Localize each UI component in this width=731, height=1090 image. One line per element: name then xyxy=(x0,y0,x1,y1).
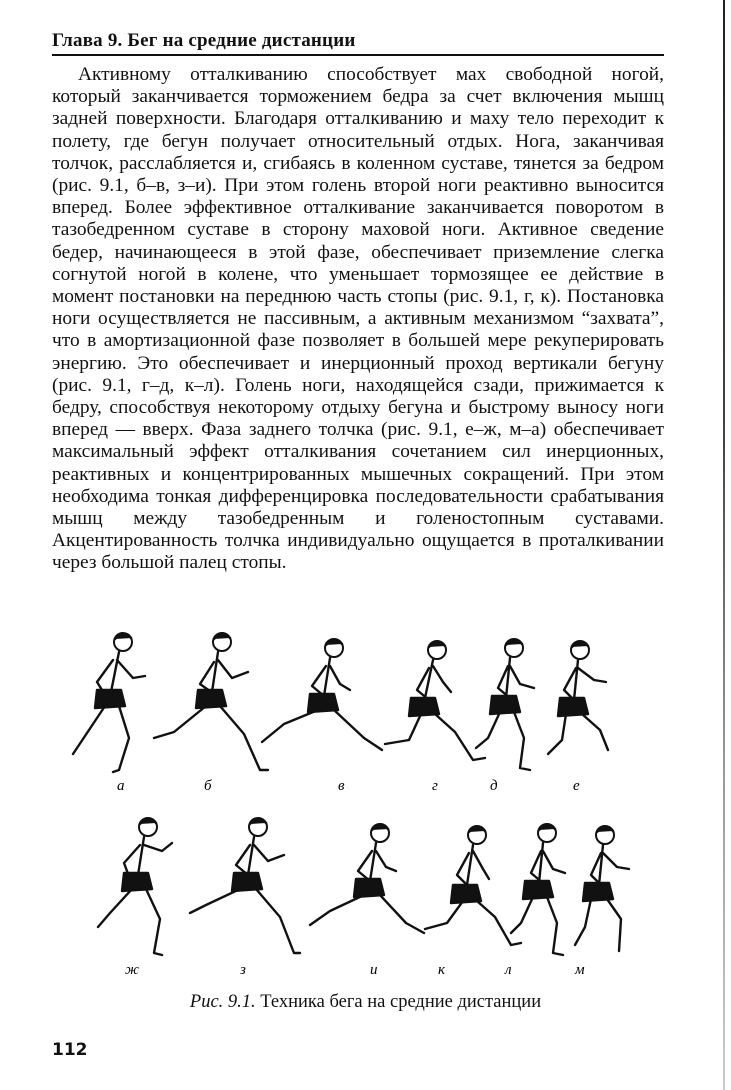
runner-figure-e xyxy=(548,641,608,754)
label-b: б xyxy=(204,778,212,794)
page-number: 112 xyxy=(52,1040,88,1060)
label-d: д xyxy=(490,778,498,794)
label-e: е xyxy=(573,778,580,794)
runner-sequence-illustration xyxy=(70,620,660,990)
runner-figure-k xyxy=(425,826,521,945)
label-k: к xyxy=(438,962,446,978)
runner-figure-v xyxy=(262,639,382,750)
runner-figure-zh xyxy=(98,818,172,955)
label-i: и xyxy=(370,962,378,978)
label-z: з xyxy=(240,962,246,978)
main-paragraph: Активному отталкиванию способствует мах свободной ногой, который заканчивается торможением бедра за счет включения мышц задней поверхности. Благодаря отталкиванию и маху тело переходит к полету, где бегун получает относительный отдых. Нога, заканчивая толчок, расслабляется и, сгибаясь в коленном суставе, тянется за бедром (рис. 9.1, б–в, з–и). При этом голень второй ноги реактивно выносится вперед. Более эффективное отталкивание заканчивается поворотом в тазобедренном суставе в сторону маховой ноги. Активное сведение бедер, начинающееся в этой фазе, обеспечивает приземление слегка согнутой ногой в колене, что уменьшает тормозящее ее действие в момент постановки на переднюю часть стопы (рис. 9.1, г, к). Постановка ноги осуществляется не пассивным, а активным механизмом “захвата”, что в амортизационной фазе позволяет в большей мере рекуперировать энергию. Это обеспечивает и инерционный проход вертикали бегуну (рис. 9.1, г–д, к–л). Голень ноги, находящейся сзади, прижимается к бедру, способствуя некоторому отдыху бегуна и быстрому выносу ноги вперед — вверх. Фаза заднего толчка (рис. 9.1, е–ж, м–а) обеспечивает максимальный эффект отталкивания сочетанием сил инерционных, реактивных и концентрированных мышечных сокращений. При этом необходима тонкая дифференцировка последовательности срабатывания мышц между тазобедренным и голеностопным суставами. Акцентированность толчка индивидуально ощущается в проталкивании через большой палец стопы. xyxy=(52,64,664,574)
label-m: м xyxy=(575,962,585,978)
label-l: л xyxy=(505,962,512,978)
runner-figure-l xyxy=(511,824,565,955)
figure-caption xyxy=(0,992,731,1013)
caption-text: Техника бега на средние дистанции xyxy=(260,992,542,1012)
chapter-header: Глава 9. Бег на средние дистанции xyxy=(52,30,664,56)
runner-figure-a xyxy=(73,633,145,772)
body-text xyxy=(52,64,664,575)
runner-figure-m xyxy=(575,826,629,951)
page-edge-shadow xyxy=(723,0,725,1090)
label-a: а xyxy=(117,778,125,794)
runner-figure-z xyxy=(190,818,300,953)
label-v: в xyxy=(338,778,345,794)
runner-figure-g xyxy=(385,641,485,760)
label-zh: ж xyxy=(125,962,139,978)
label-g: г xyxy=(432,778,438,794)
caption-reference: Рис. 9.1. xyxy=(189,992,256,1012)
runner-figure-b xyxy=(154,633,268,770)
runner-figure-i xyxy=(310,824,424,933)
runner-figure-d xyxy=(476,639,534,770)
running-technique-figure xyxy=(70,620,660,990)
